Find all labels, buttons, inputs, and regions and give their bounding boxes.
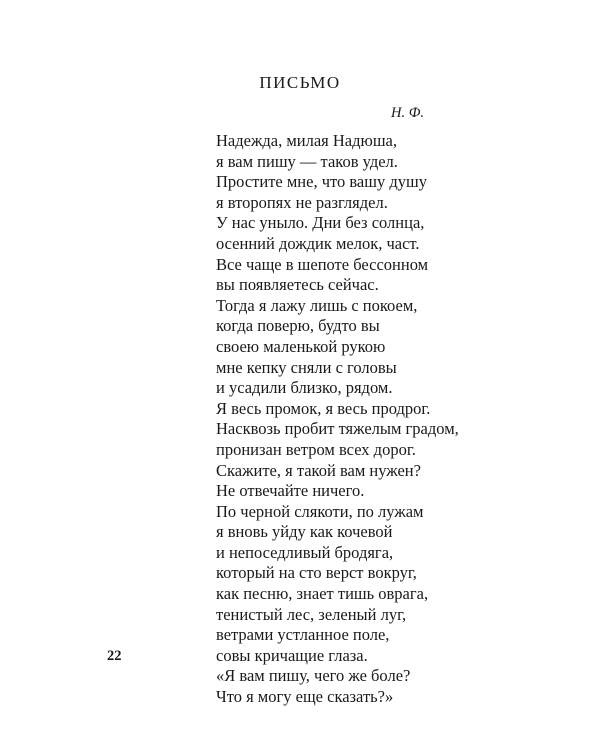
poem-line: который на сто верст вокруг, [216,563,417,583]
poem-line: совы кричащие глаза. [216,645,368,665]
poem-line: осенний дождик мелок, част. [216,233,420,253]
poem-line: Я весь промок, я весь продрог. [216,398,431,418]
poem-line: своею маленькой рукою [216,336,386,356]
poem-line: я второпях не разглядел. [216,192,388,212]
poem-line: пронизан ветром всех дорог. [216,439,416,459]
poem-line: По черной слякоти, по лужам [216,501,424,521]
poem-line: Что я могу еще сказать?» [216,687,394,707]
poem-line: как песню, знает тишь оврага, [216,584,429,604]
poem-line: Все чаще в шепоте бессонном [216,254,429,274]
poem-dedication: Н. Ф. [390,105,424,121]
poem-line: Скажите, я такой вам нужен? [216,460,421,480]
poem-line: Насквозь пробит тяжелым градом, [216,419,459,439]
poem-line: ветрами устланное поле, [216,625,390,645]
poem-body [216,131,459,708]
poem-line: Тогда я лажу лишь с покоем, [216,295,418,315]
poem-line: Простите мне, что вашу душу [216,172,427,192]
poem-line: и усадили близко, рядом. [216,378,393,398]
poem-line: «Я вам пишу, чего же боле? [216,666,411,686]
page-number: 22 [107,648,122,664]
poem-line: я вам пишу — таков удел. [216,151,398,171]
poem-line: я вновь уйду как кочевой [216,522,393,542]
poem-line: вы появляетесь сейчас. [216,275,379,295]
poem-title: ПИСЬМО [259,73,341,92]
poem-line: тенистый лес, зеленый луг, [216,604,407,624]
poem-line: Надежда, милая Надюша, [216,131,397,150]
poem-line: мне кепку сняли с головы [216,357,397,377]
poem-line: когда поверю, будто вы [216,316,380,336]
poem-line: Не отвечайте ничего. [216,481,365,501]
poem-line: и непоседливый бродяга, [216,542,394,562]
poem-line: У нас уныло. Дни без солнца, [216,213,425,233]
